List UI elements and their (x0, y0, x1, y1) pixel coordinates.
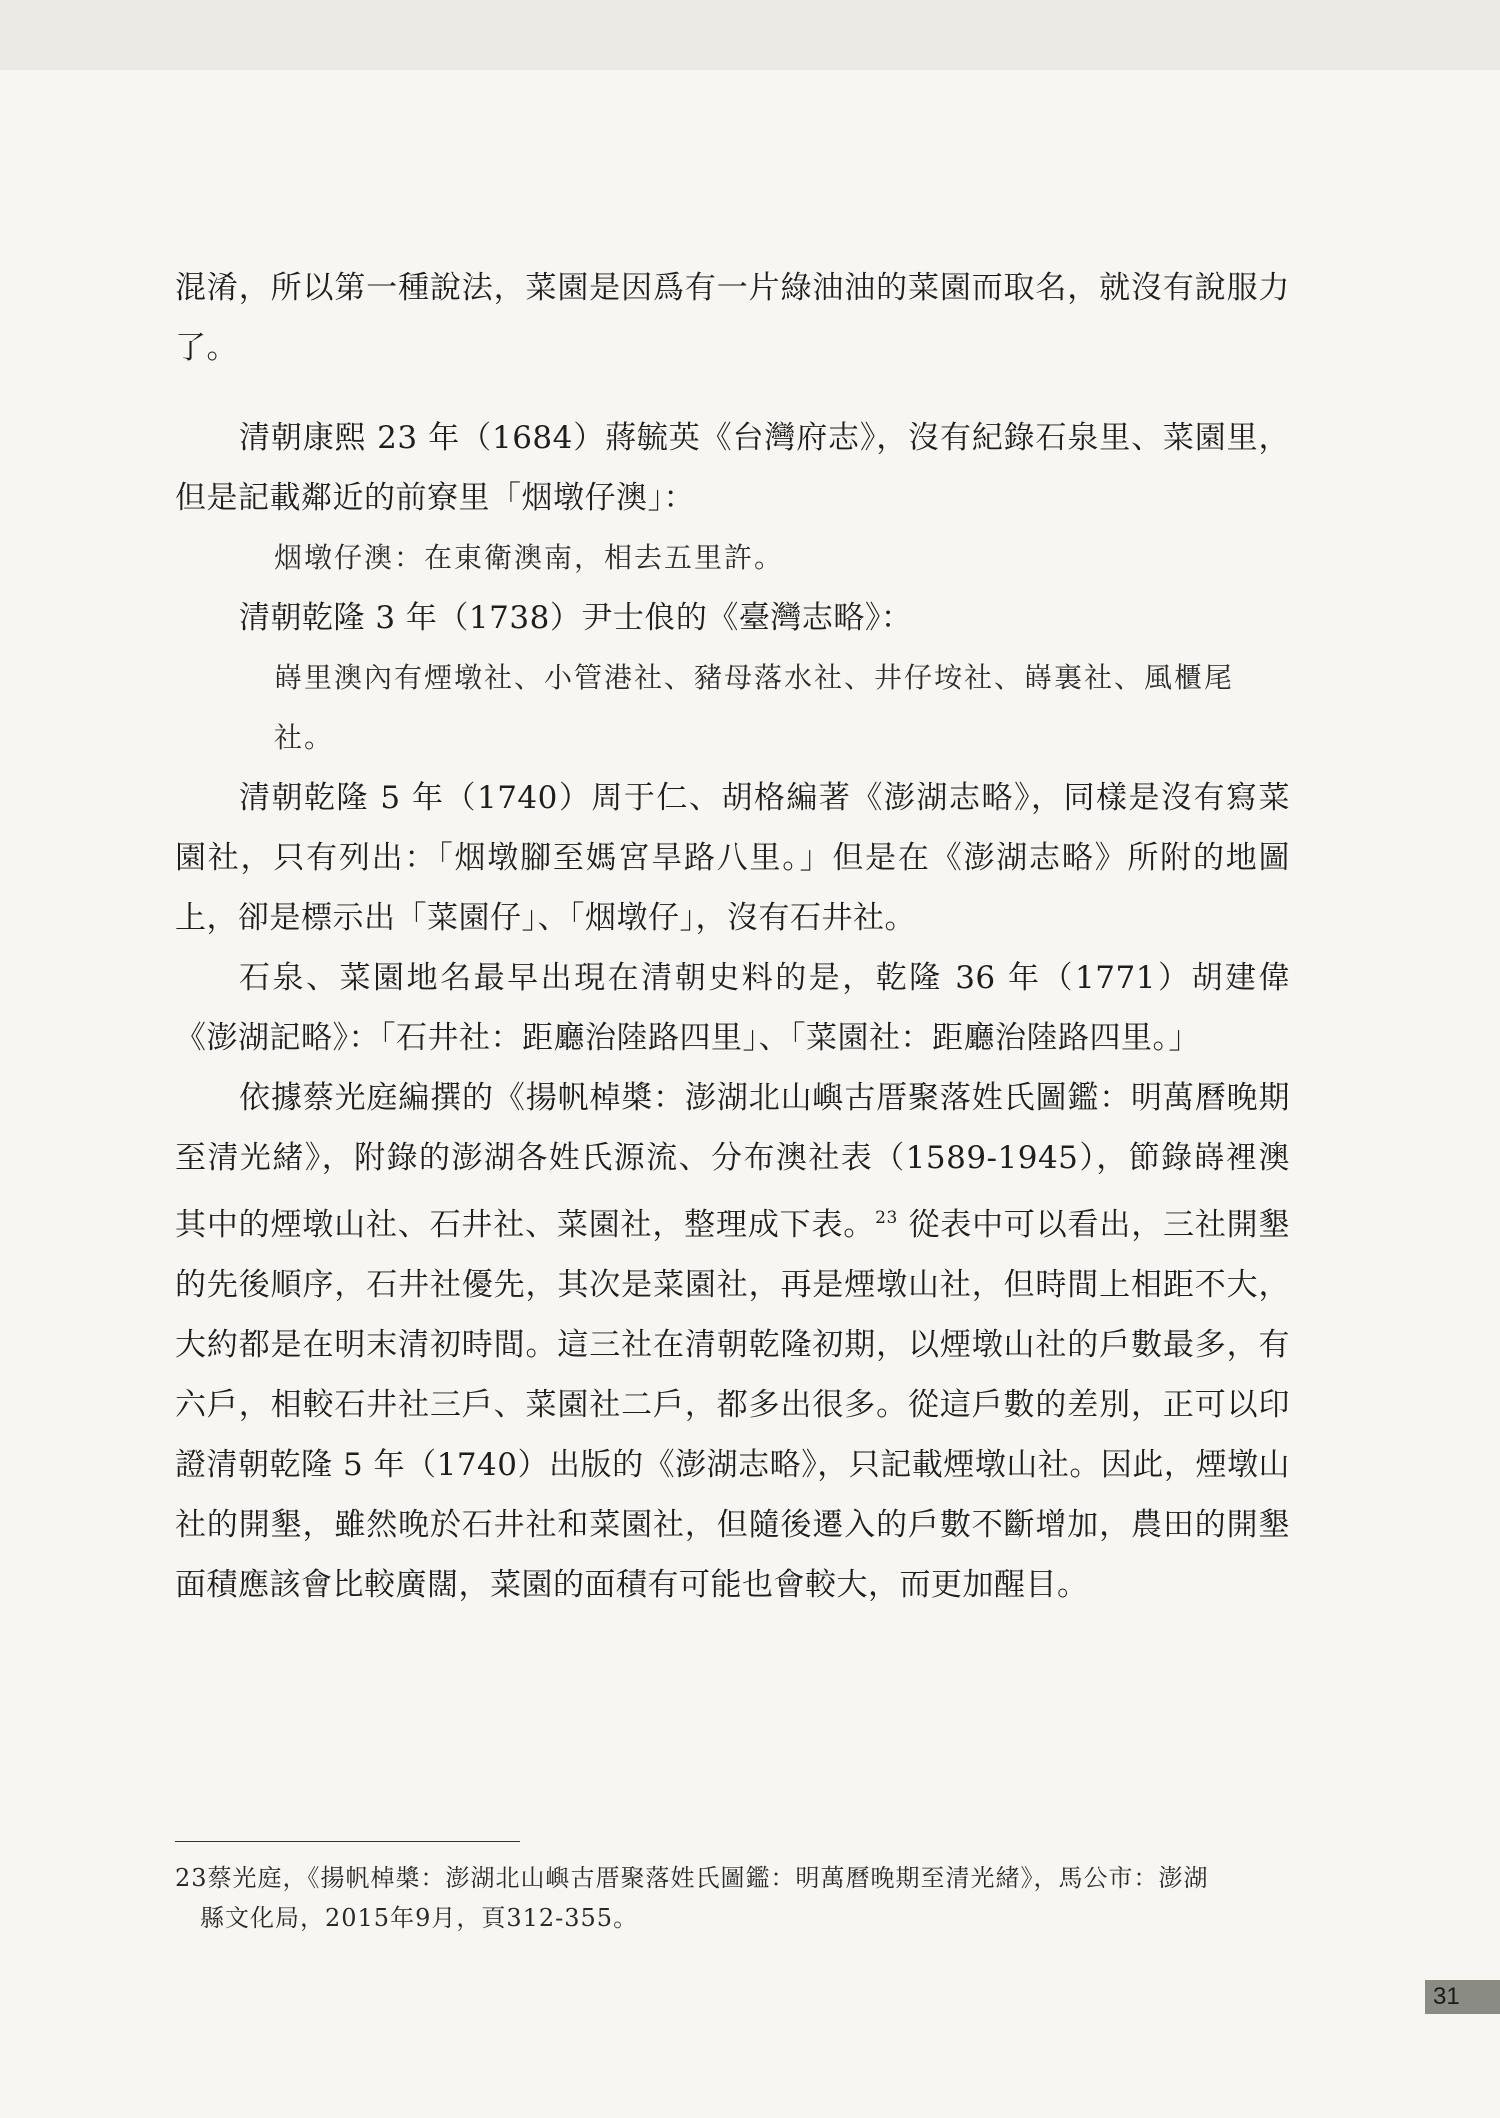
paragraph-4: 清朝乾隆 5 年（1740）周于仁、胡格編著《澎湖志略》，同樣是沒有寫菜園社，只有列出：「烟墩腳至媽宮旱路八里。」但是在《澎湖志略》所附的地圖上，卻是標示出「菜園仔」、「烟墩仔」，沒有石井社。 (175, 780, 1290, 936)
paragraph-1: 混淆，所以第一種說法，菜園是因爲有一片綠油油的菜園而取名，就沒有說服力了。 (175, 270, 1290, 366)
paragraph-6 (175, 1068, 1290, 1615)
paragraph-6-text-a: 依據蔡光庭編撰的《揚帆棹槳：澎湖北山嶼古厝聚落姓氏圖鑑：明萬曆晚期至清光緒》，附錄的澎湖各姓氏源流、分布澳社表（1589-1945），節錄嵵裡澳其中的煙墩山社、石井社、菜園社，整理成下表。 (175, 1080, 1290, 1243)
paragraph-5: 石泉、菜園地名最早出現在清朝史料的是，乾隆 36 年（1771）胡建偉《澎湖記略》：「石井社：距廳治陸路四里」、「菜園社：距廳治陸路四里。」 (175, 960, 1290, 1056)
block-quote-1: 烟墩仔澳：在東衛澳南，相去五里許。 (274, 541, 785, 574)
footnote-ref-23[interactable]: 23 (875, 1208, 898, 1228)
paragraph-6-text-b: 從表中可以看出，三社開墾的先後順序，石井社優先，其次是菜園社，再是煙墩山社，但時間上相距不大，大約都是在明末清初時間。這三社在清朝乾隆初期，以煙墩山社的戶數最多，有六戶，相較石井社三戶、菜園社二戶，都多出很多。從這戶數的差別，正可以印證清朝乾隆 5 年（1740）出版的《澎湖志略》，只記載煙墩山社。因此，煙墩山社的開墾，雖然晚於石井社和菜園社，但隨後遷入的戶數不斷增加，農田的開墾面積應該會比較廣闊，菜園的面積有可能也會較大，而更加醒目。 (175, 1207, 1291, 1603)
page-body (175, 258, 1290, 1615)
footnote-line-2: 縣文化局，2015年9月，頁312-355。 (200, 1904, 639, 1932)
paragraph-2: 清朝康熙 23 年（1684）蔣毓英《台灣府志》，沒有紀錄石泉里、菜園里，但是記載鄰近的前寮里「烟墩仔澳」： (175, 420, 1290, 516)
paragraph-3: 清朝乾隆 3 年（1738）尹士俍的《臺灣志略》： (239, 600, 913, 636)
block-quote-2: 嵵里澳內有煙墩社、小管港社、豬母落水社、井仔垵社、嵵裏社、風櫃尾社。 (274, 661, 1235, 754)
footnote-23 (175, 1858, 1290, 1938)
footnote-divider (175, 1841, 520, 1842)
scan-top-band (0, 0, 1500, 70)
page-number: 31 (1425, 1980, 1500, 2014)
footnote-line-1: 23蔡光庭，《揚帆棹槳：澎湖北山嶼古厝聚落姓氏圖鑑：明萬曆晚期至清光緒》，馬公市：澎湖 (175, 1864, 1209, 1892)
